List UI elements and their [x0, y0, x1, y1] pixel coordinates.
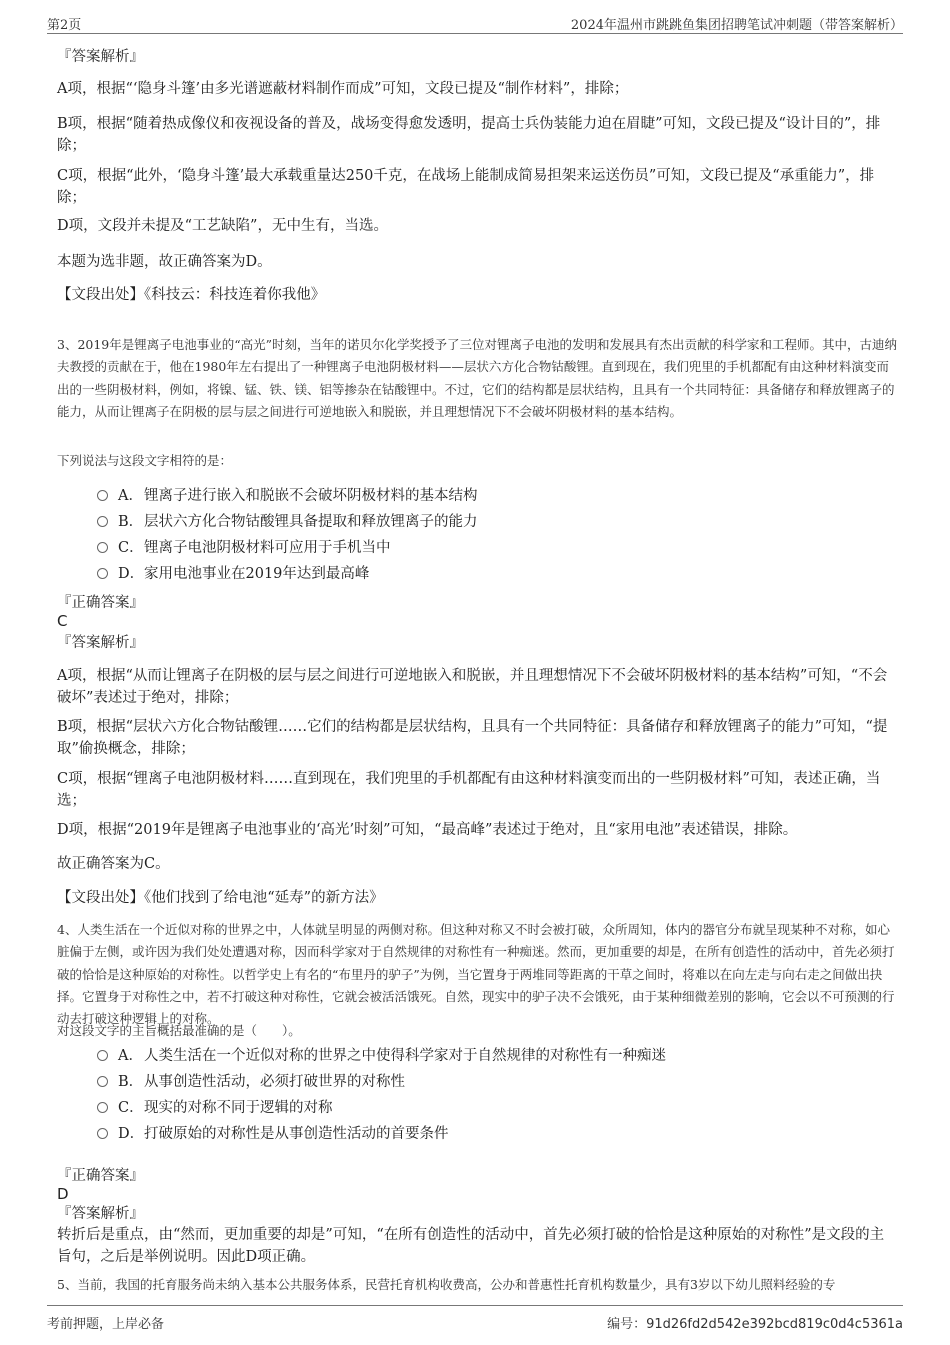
q2-analysis-label: 『答案解析』 [57, 49, 144, 65]
radio-icon[interactable] [97, 542, 108, 553]
q3-analysis-a: A项，根据“从而让锂离子在阴极的层与层之间进行可逆地嵌入和脱嵌，并且理想情况下不会破坏阴极材料的基本结构”可知，“不会破坏”表述过于绝对，排除； [57, 668, 888, 706]
radio-icon[interactable] [97, 1050, 108, 1061]
radio-icon[interactable] [97, 516, 108, 527]
q3-passage: 3、2019年是锂离子电池事业的“高光”时刻，当年的诺贝尔化学奖授予了三位对锂离子电池的发明和发展具有杰出贡献的科学家和工程师。其中，古迪纳夫教授的贡献在于，他在1980年左右提出了一种锂离子电池阴极材料——层状六方化合物钴酸锂。直到现在，我们兜里的手机都配有由这种材料演变而出的一些阴极材料，例如，将镍、锰、铁、镁、铝等掺杂在钴酸锂中。不过，它们的结构都是层状结构，且具有一个共同特征：具备储存和释放锂离子的能力，从而让锂离子在阴极的层与层之间进行可逆地嵌入和脱嵌，并且理想情况下不会破坏阴极材料的基本结构。 [57, 337, 898, 419]
q3-analysis-d: D项，根据“2019年是锂离子电池事业的‘高光’时刻”可知，“最高峰”表述过于绝对，且“家用电池”表述错误，排除。 [57, 822, 798, 838]
footer-divider [47, 1305, 903, 1306]
q4-analysis: 转折后是重点，由“然而，更加重要的却是”可知，“在所有创造性的活动中，首先必须打破的恰恰是这种原始的对称性”是文段的主旨句，之后是举例说明。因此D项正确。 [57, 1227, 885, 1265]
q2-conclusion: 本题为选非题，故正确答案为D。 [57, 254, 272, 270]
q3-analysis-b: B项，根据“层状六方化合物钴酸锂……它们的结构都是层状结构，且具有一个共同特征：具备储存和释放锂离子的能力”可知，“提取”偷换概念，排除； [57, 719, 888, 757]
page-number: 第2页 [47, 18, 82, 33]
radio-icon[interactable] [97, 1102, 108, 1113]
radio-icon[interactable] [97, 490, 108, 501]
q3-analysis-label: 『答案解析』 [57, 635, 144, 651]
q3-answer: C [57, 612, 68, 630]
q4-question: 对这段文字的主旨概括最准确的是（ ）。 [57, 1023, 301, 1038]
radio-icon[interactable] [97, 1128, 108, 1139]
q3-answer-label: 『正确答案』 [57, 595, 144, 611]
q4-option-c[interactable]: C．现实的对称不同于逻辑的对称 [97, 1097, 333, 1119]
q4-passage: 4、人类生活在一个近似对称的世界之中，人体就呈明显的两侧对称。但这种对称又不时会被打破，众所周知，体内的器官分布就呈现某种不对称，如心脏偏于左侧，或许因为我们处处遭遇对称，因而科学家对于自然规律的对称性有一种痴迷。然而，更加重要的却是，在所有创造性的活动中，首先必须打破的恰恰是这种原始的对称性。以哲学史上有名的“布里丹的驴子”为例，当它置身于两堆同等距离的干草之间时，将难以在向左走与向右走之间做出抉择。它置身于对称性之中，若不打破这种对称性，它就会被活活饿死。自然，现实中的驴子决不会饿死，由于某种细微差别的影响，它会以不可预测的行动去打破这种逻辑上的对称。 [57, 922, 895, 1027]
q2-analysis-a: A项，根据“‘隐身斗篷’由多光谱遮蔽材料制作而成”可知，文段已提及“制作材料”，排除； [57, 81, 629, 97]
q2-analysis-b: B项，根据“随着热成像仪和夜视设备的普及，战场变得愈发透明，提高士兵伪装能力迫在眉睫”可知，文段已提及“设计目的”，排除； [57, 116, 881, 154]
q2-analysis-d: D项，文段并未提及“工艺缺陷”，无中生有，当选。 [57, 218, 388, 234]
q3-conclusion: 故正确答案为C。 [57, 856, 170, 872]
q4-option-a[interactable]: A．人类生活在一个近似对称的世界之中使得科学家对于自然规律的对称性有一种痴迷 [97, 1045, 666, 1067]
q3-analysis-c: C项，根据“锂离子电池阴极材料……直到现在，我们兜里的手机都配有由这种材料演变而出的一些阴极材料”可知，表述正确，当选； [57, 771, 881, 809]
q3-option-b[interactable]: B．层状六方化合物钴酸锂具备提取和释放锂离子的能力 [97, 511, 478, 533]
footer-slogan: 考前押题，上岸必备 [47, 1317, 165, 1332]
q2-analysis-c: C项，根据“此外，‘隐身斗篷’最大承载重量达250千克，在战场上能制成简易担架来运送伤员”可知，文段已提及“承重能力”，排除； [57, 168, 875, 206]
document-title: 2024年温州市跳跳鱼集团招聘笔试冲刺题（带答案解析） [570, 18, 903, 33]
q4-answer: D [57, 1185, 69, 1203]
q5-passage: 5、当前，我国的托育服务尚未纳入基本公共服务体系，民营托育机构收费高，公办和普惠性托育机构数量少，具有3岁以下幼儿照料经验的专 [57, 1277, 836, 1292]
q3-option-c[interactable]: C．锂离子电池阴极材料可应用于手机当中 [97, 537, 391, 559]
q3-source: 【文段出处】《他们找到了给电池“延寿”的新方法》 [57, 890, 384, 906]
q3-option-a[interactable]: A．锂离子进行嵌入和脱嵌不会破坏阴极材料的基本结构 [97, 485, 478, 507]
document-code: 编号：91d26fd2d542e392bcd819c0d4c5361a [607, 1317, 903, 1332]
radio-icon[interactable] [97, 1076, 108, 1087]
radio-icon[interactable] [97, 568, 108, 579]
q2-source: 【文段出处】《科技云：科技连着你我他》 [57, 287, 326, 303]
q4-option-d[interactable]: D．打破原始的对称性是从事创造性活动的首要条件 [97, 1123, 449, 1145]
q4-answer-label: 『正确答案』 [57, 1168, 144, 1184]
q3-option-d[interactable]: D．家用电池事业在2019年达到最高峰 [97, 563, 369, 585]
q4-analysis-label: 『答案解析』 [57, 1206, 144, 1222]
q4-option-b[interactable]: B．从事创造性活动，必须打破世界的对称性 [97, 1071, 405, 1093]
header-divider [47, 33, 903, 34]
q3-question: 下列说法与这段文字相符的是： [57, 453, 233, 468]
